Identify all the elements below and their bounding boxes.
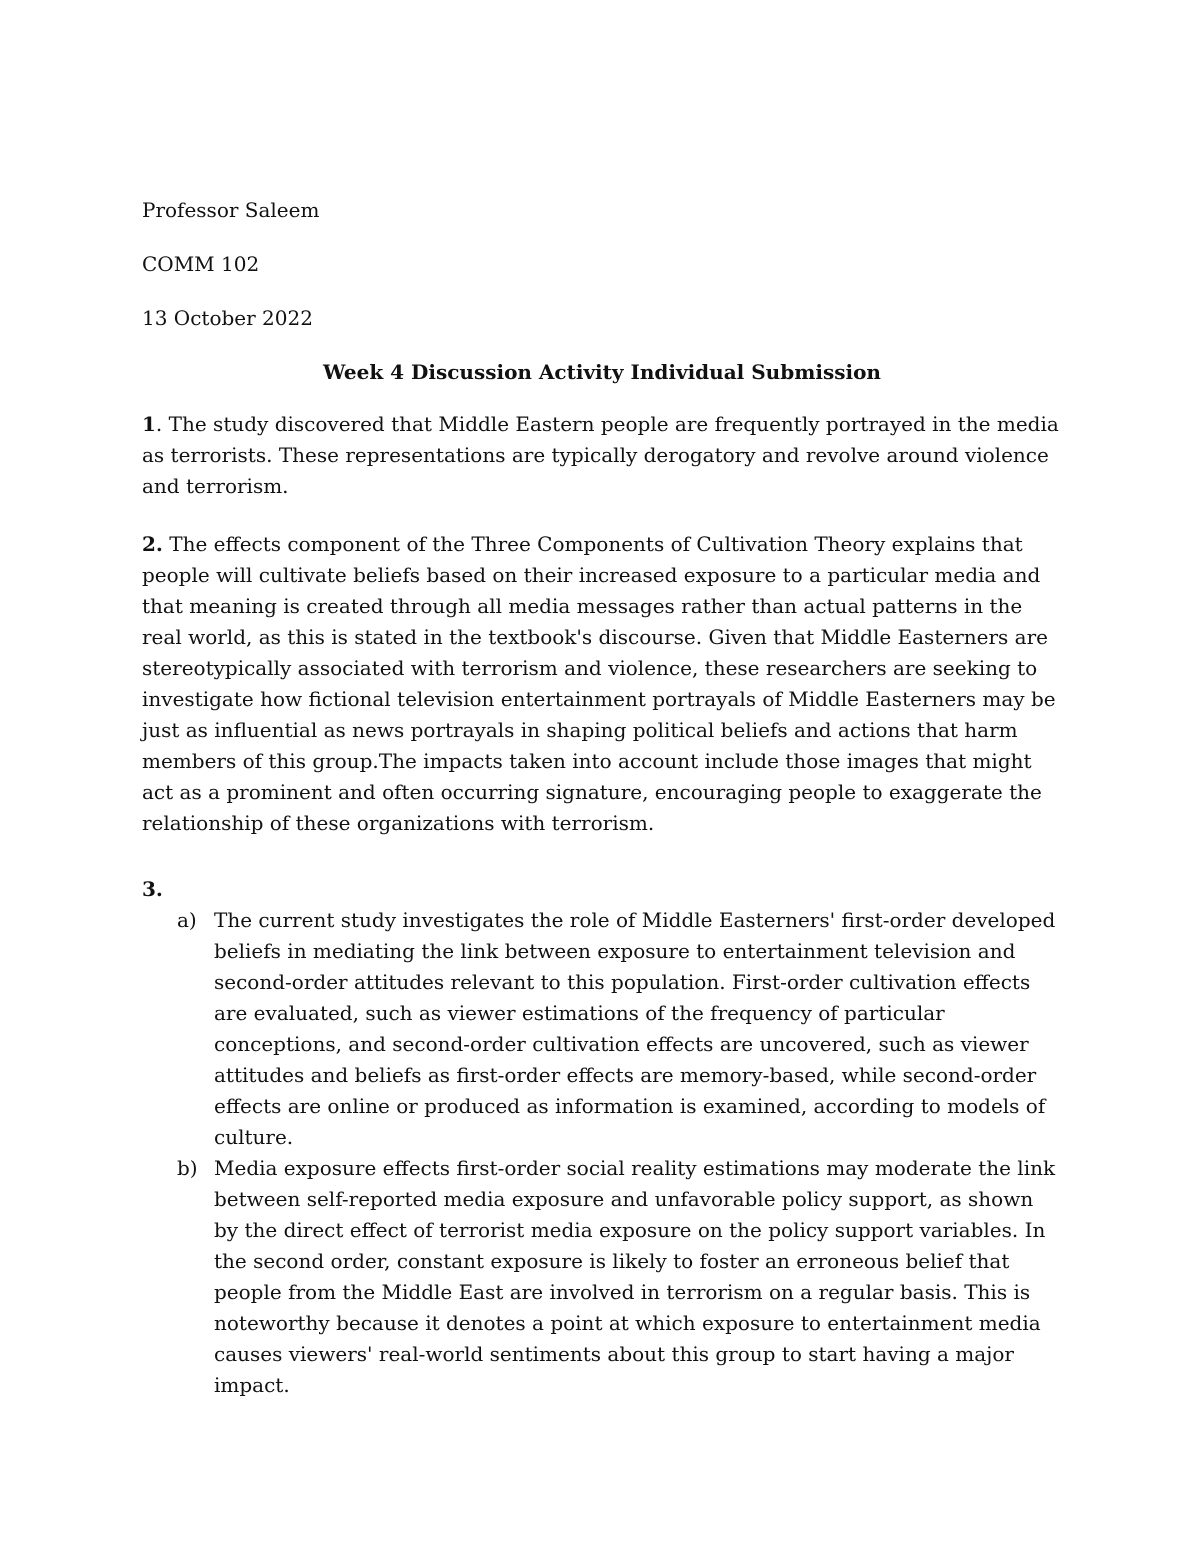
list-item — [142, 905, 1062, 1153]
answer-1-text: . The study discovered that Middle Eastern people are frequently portrayed in the media as terrorists. These representations are typically derogatory and revolve around violence and terrorism. — [142, 412, 1059, 498]
list-item-text: The current study investigates the role of Middle Easterners' first-order developed beliefs in mediating the link between exposure to entertainment television and second-order attitudes relevant to this population. First-order cultivation effects are evaluated, such as viewer estimations of the frequency of particular conceptions, and second-order cultivation effects are uncovered, such as viewer attitudes and beliefs as first-order effects are memory-based, while second-order effects are online or produced as information is examined, according to models of culture. — [214, 908, 1056, 1149]
answer-2 — [142, 529, 1062, 839]
list-item-marker: a) — [177, 908, 197, 932]
document-content — [142, 195, 1062, 1401]
document-title: Week 4 Discussion Activity Individual Submission — [323, 360, 881, 384]
answer-2-text: The effects component of the Three Components of Cultivation Theory explains that people will cultivate beliefs based on their increased exposure to a particular media and that meaning is created through all media messages rather than actual patterns in the real world, as this is stated in the textbook's discourse. Given that Middle Easterners are stereotypically associated with terrorism and violence, these researchers are seeking to investigate how fictional television entertainment portrayals of Middle Easterners may be just as influential as news portrayals in shaping political beliefs and actions that harm members of this group.The impacts taken into account include those images that might act as a prominent and often occurring signature, encouraging people to exaggerate the relationship of these organizations with terrorism. — [142, 532, 1056, 835]
answer-2-number: 2. — [142, 532, 163, 556]
answer-1 — [142, 409, 1062, 502]
list-item-text: Media exposure effects first-order social reality estimations may moderate the link between self-reported media exposure and unfavorable policy support, as shown by the direct effect of terrorist media exposure on the policy support variables. In the second order, constant exposure is likely to foster an erroneous belief that people from the Middle East are involved in terrorism on a regular basis. This is noteworthy because it denotes a point at which exposure to entertainment media causes viewers' real-world sentiments about this group to start having a major impact. — [214, 1156, 1056, 1397]
submission-date: 13 October 2022 — [142, 306, 313, 330]
answer-3 — [142, 874, 1062, 1401]
answer-3-number: 3. — [142, 877, 163, 901]
list-item — [142, 1153, 1062, 1401]
answer-1-number: 1 — [142, 412, 156, 436]
answer-3-list — [142, 905, 1062, 1401]
list-item-marker: b) — [177, 1156, 198, 1180]
professor-name: Professor Saleem — [142, 198, 320, 222]
course-code: COMM 102 — [142, 252, 260, 276]
